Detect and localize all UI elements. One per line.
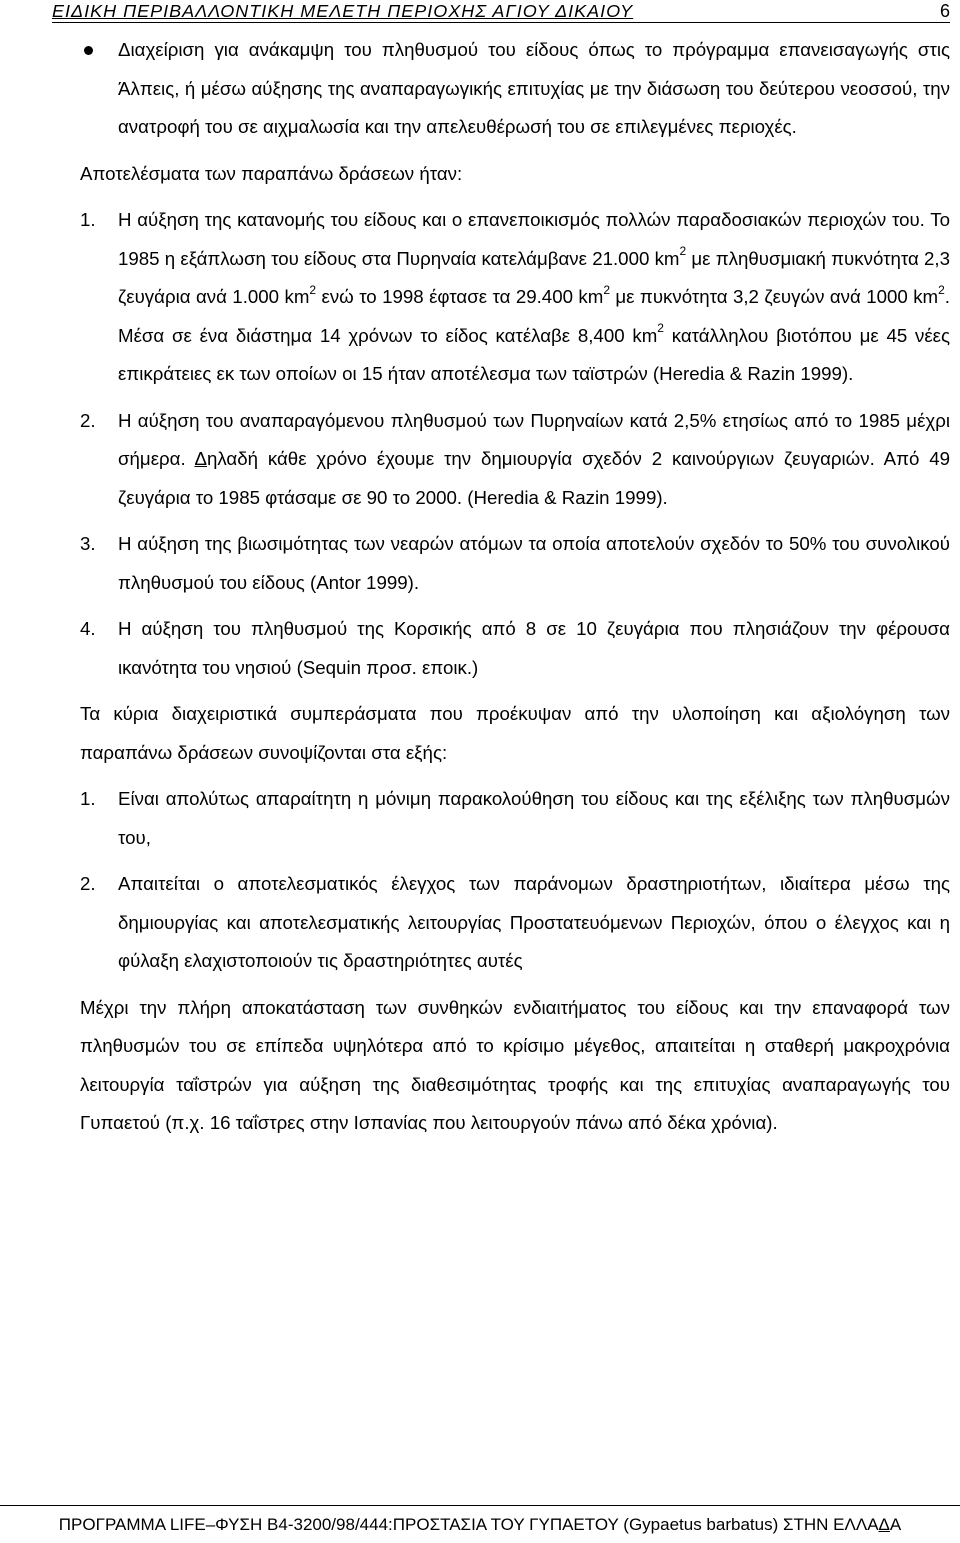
text-run: Η αύξηση του αναπαραγόμενου πληθυσμού των Πυρηναίων κατά 2,5% ετησίως από το 1985 μέχρι σήμερα. [118, 409, 950, 469]
results-item-1 [80, 201, 950, 394]
list-marker: 4. [80, 618, 96, 639]
list-marker: 2. [80, 409, 96, 431]
superscript: 2 [309, 282, 317, 297]
text-run: Η αύξηση της βιωσιμότητας των νεαρών ατόμων τα οποία αποτελούν σχεδόν το 50% του συνολικού πληθυσμού του είδους (Antor 1999). [118, 533, 950, 593]
superscript: 2 [938, 282, 945, 297]
superscript: 2 [603, 282, 610, 297]
superscript: 2 [679, 244, 687, 259]
document-body [80, 31, 950, 1143]
text-run: Απαιτείται ο αποτελεσματικός έλεγχος των παράνομων δραστηριοτήτων, ιδιαίτερα μέσω της δημιουργίας και αποτελεσματικής λειτουργίας Προστατευόμενων Περιοχών, όπου ο έλεγχος και η φύλαξη ελαχιστοποιούν τις δραστηριότητες αυτές [118, 873, 950, 971]
results-item-2 [80, 402, 950, 518]
page-footer [0, 1505, 960, 1543]
page-header [52, 0, 950, 23]
conclusions-item-2 [80, 865, 950, 981]
text-run: Η αύξηση της κατανομής του είδους και ο επανεποικισμός πολλών παραδοσιακών περιοχών του. Το 1985 η εξάπλωση του είδους στα Πυρηναία κατελάμβανε 21.000 km [118, 209, 950, 269]
conclusions-item-1 [80, 780, 950, 857]
closing-paragraph: Μέχρι την πλήρη αποκατάσταση των συνθηκών ενδιαιτήματος του είδους και την επαναφορά των πληθυσμών του σε επίπεδα υψηλότερα από το κρίσιμο μέγεθος, απαιτείται η σταθερή μακροχρόνια λειτουργία ταΐστρών για αύξηση της διαθεσιμότητας τροφής και της επιτυχίας αναπαραγωγής του Γυπαετού (π.χ. 16 ταΐστρες στην Ισπανίας που λειτουργούν πάνω από δέκα χρόνια). [80, 996, 950, 1133]
footer-text: ΠΡΟΓΡΑΜΜΑ LIFE–ΦΥΣΗ B4-3200/98/444:ΠΡΟΣΤΑΣΙΑ ΤΟΥ ΓΥΠΑΕΤΟΥ (Gypaetus barbatus) ΣΤΗΝ ΕΛΛΑ [58, 1515, 879, 1534]
results-item-4 [80, 610, 950, 687]
list-marker: 1. [80, 209, 96, 230]
text-run: ενώ το 1998 έφτασε τα 29.400 km [316, 286, 604, 307]
footer-text: Α [889, 1515, 902, 1534]
text-run: με πληθυσμιακή πυκνότητα 2,3 ζευγάρια ανά 1.000 km [118, 247, 950, 307]
header-title: ΕΙΔΙΚΗ ΠΕΡΙΒΑΛΛΟΝΤΙΚΗ ΜΕΛΕΤΗ ΠΕΡΙΟΧΗΣ ΑΓΙΟΥ ΔΙΚΑΙΟΥ [52, 1, 634, 21]
conclusions-intro: Τα κύρια διαχειριστικά συμπεράσματα που προέκυψαν από την υλοποίηση και αξιολόγηση των παραπάνω δράσεων συνοψίζονται στα εξής: [80, 703, 950, 763]
text-run: με πυκνότητα 3,2 ζευγών ανά 1000 km [610, 286, 939, 307]
text-run: κατάλληλου βιοτόπου με 45 νέες επικράτειες εκ των οποίων οι 15 ήταν αποτέλεσμα των ταϊστρών (Heredia & Razin 1999). [118, 324, 950, 384]
bullet-icon [84, 46, 93, 55]
list-marker: 2. [80, 873, 96, 894]
superscript: 2 [657, 321, 664, 336]
text-run: . Μέσα σε ένα διάστημα 14 χρόνων το είδος κατέλαβε 8,400 km [118, 286, 950, 346]
bullet-text: Διαχείριση για ανάκαμψη του πληθυσμού του είδους όπως το πρόγραμμα επανεισαγωγής στις Άλπεις, ή μέσω αύξησης της αναπαραγωγικής επιτυχίας με την διάσωση του δεύτερου νεοσσού, την ανατροφή του σε αιχμαλωσία και την απελευθέρωσή του σε επιλεγμένες περιοχές. [118, 39, 950, 137]
list-marker: 1. [80, 788, 96, 809]
text-run: Η αύξηση του πληθυσμού της Κορσικής από 8 σε 10 ζευγάρια που πλησιάζουν την φέρουσα ικανότητα του νησιού (Sequin προσ. εποικ.) [118, 618, 950, 678]
text-run: ηλαδή κάθε χρόνο έχουμε την δημιουργία σχεδόν 2 καινούργιων ζευγαριών. Από 49 ζευγάρια το 1985 φτάσαμε σε 90 το 2000. (Heredia & Razin 1999). [118, 448, 951, 508]
list-marker: 3. [80, 533, 96, 554]
text-run: Είναι απολύτως απαραίτητη η μόνιμη παρακολούθηση του είδους και της εξέλιξης των πληθυσμών του, [118, 788, 950, 848]
underlined-letter: Δ [194, 448, 207, 469]
page-number: 6 [939, 1, 950, 21]
results-item-3 [80, 525, 950, 602]
underlined-letter: Δ [878, 1515, 890, 1534]
bullet-paragraph [80, 31, 950, 147]
results-intro: Αποτελέσματα των παραπάνω δράσεων ήταν: [80, 162, 463, 184]
